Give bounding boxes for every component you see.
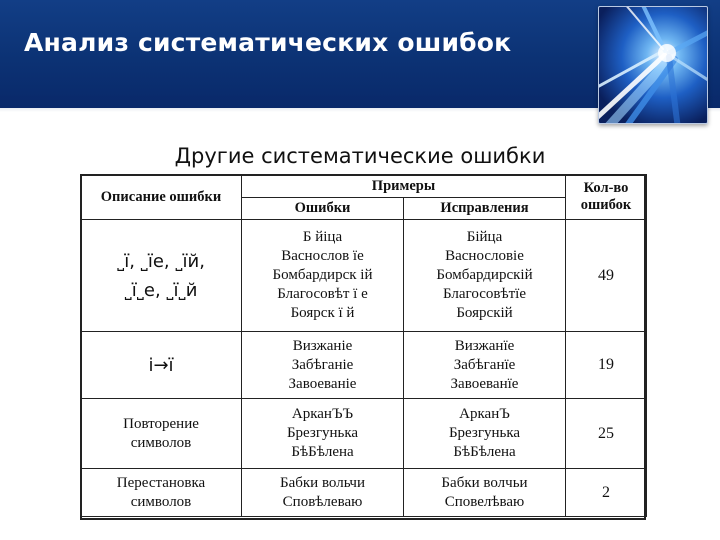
header-count: Кол-во ошибок — [566, 175, 647, 220]
errors-cell: Б йіца Васнослов їе Бомбардирск ій Благосовѣт ї е Боярск ї й — [242, 220, 404, 332]
header-corrections: Исправления — [404, 198, 566, 220]
corrections-cell: АрканЪ Брезгунька БѣБѣлена — [404, 399, 566, 469]
description-cell: і→ї — [81, 332, 242, 399]
count-cell: 25 — [566, 399, 647, 469]
errors-cell: Бабки вольчи Сповѣлеваю — [242, 469, 404, 517]
table-row — [81, 220, 647, 332]
header-errors: Ошибки — [242, 198, 404, 220]
corrections-cell: Бабки волчьи Сповелѣваю — [404, 469, 566, 517]
corrections-cell: Визжанїе Забѣганїе Завоеванїе — [404, 332, 566, 399]
count-cell: 49 — [566, 220, 647, 332]
errors-cell: АрканЪЪ Брезгунька БѣБѣлена — [242, 399, 404, 469]
description-cell: Перестановка символов — [81, 469, 242, 517]
light-streaks-image — [598, 6, 708, 124]
corrections-cell: Бійца Васнословіе Бомбардирскій Благосовѣтїе Боярскій — [404, 220, 566, 332]
count-cell: 19 — [566, 332, 647, 399]
errors-table — [80, 174, 647, 517]
slide-title: Анализ систематических ошибок — [24, 28, 512, 57]
slide-subtitle: Другие систематические ошибки — [174, 144, 546, 168]
table-row — [81, 469, 647, 517]
description-cell: ˽ї, ˽їе, ˽їй, ˽ї˽е, ˽ї˽й — [81, 220, 242, 332]
header-examples: Примеры — [242, 175, 566, 198]
errors-cell: Визжаніе Забѣганіе Завоеваніе — [242, 332, 404, 399]
table-row — [81, 332, 647, 399]
description-cell: Повторение символов — [81, 399, 242, 469]
count-cell: 2 — [566, 469, 647, 517]
header-description: Описание ошибки — [81, 175, 242, 220]
table-row — [81, 399, 647, 469]
